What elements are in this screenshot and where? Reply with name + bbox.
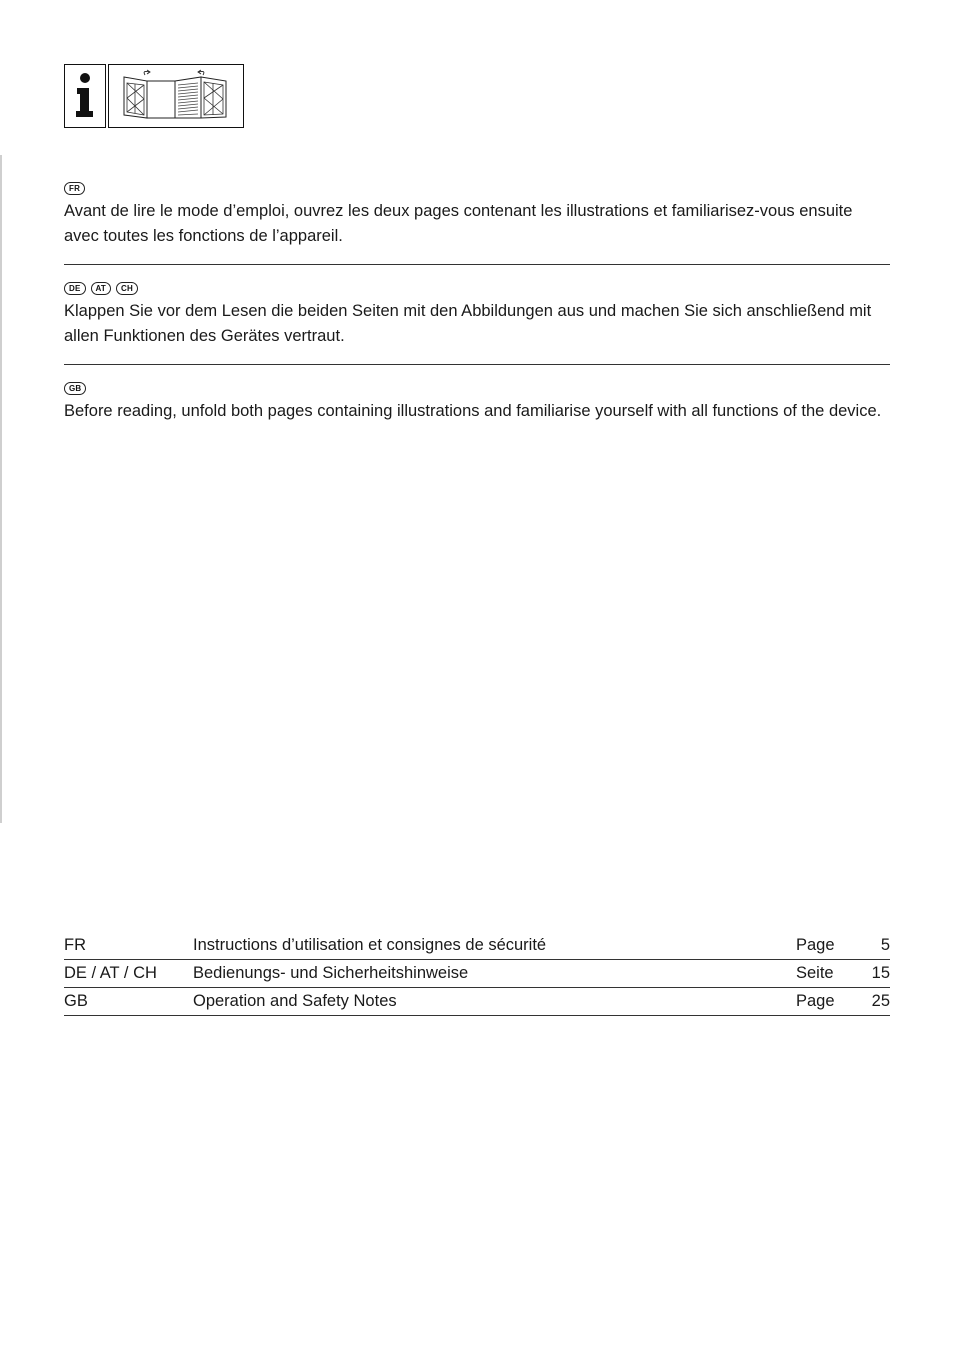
toc-language-code: GB [64, 992, 88, 1010]
section-de-at-ch [64, 281, 890, 349]
toc-language-code: FR [64, 936, 86, 954]
info-icon [64, 64, 106, 128]
country-badge-gb: GB [64, 382, 86, 395]
toc-row-gb[interactable] [64, 988, 890, 1016]
country-badge-de: DE [64, 282, 86, 295]
toc-page-number: 15 [871, 964, 890, 982]
section-text: Before reading, unfold both pages containing illustrations and familiarise yourself with all functions of the device. [64, 402, 882, 420]
section-text: Klappen Sie vor dem Lesen die beiden Seiten mit den Abbildungen aus und machen Sie sich anschließend mit allen Funktionen des Gerätes vertraut. [64, 302, 872, 345]
unfold-pages-icon [108, 64, 244, 128]
page-edge-line [0, 155, 2, 823]
section-divider [64, 264, 890, 265]
section-text: Avant de lire le mode d’emploi, ouvrez les deux pages contenant les illustrations et familiarisez-vous ensuite avec toutes les fonctions de l’appareil. [64, 202, 853, 245]
toc-row-fr[interactable] [64, 932, 890, 960]
country-badge-ch: CH [116, 282, 138, 295]
section-gb [64, 381, 890, 424]
table-of-contents [64, 932, 890, 1016]
country-badges [64, 381, 890, 395]
toc-title: Operation and Safety Notes [193, 992, 397, 1010]
toc-title: Bedienungs- und Sicherheitshinweise [193, 964, 469, 982]
section-fr [64, 181, 890, 249]
toc-page-label: Page [796, 992, 835, 1010]
toc-page-number: 5 [880, 936, 890, 954]
toc-page-label: Seite [796, 964, 834, 982]
toc-title: Instructions d’utilisation et consignes de sécurité [193, 936, 547, 954]
country-badges [64, 181, 890, 195]
toc-page-label: Page [796, 936, 835, 954]
country-badge-at: AT [91, 282, 111, 295]
toc-language-code: DE / AT / CH [64, 964, 157, 982]
country-badges [64, 281, 890, 295]
toc-page-number: 25 [871, 992, 890, 1010]
section-divider [64, 364, 890, 365]
country-badge-fr: FR [64, 182, 85, 195]
toc-row-de-at-ch[interactable] [64, 960, 890, 988]
